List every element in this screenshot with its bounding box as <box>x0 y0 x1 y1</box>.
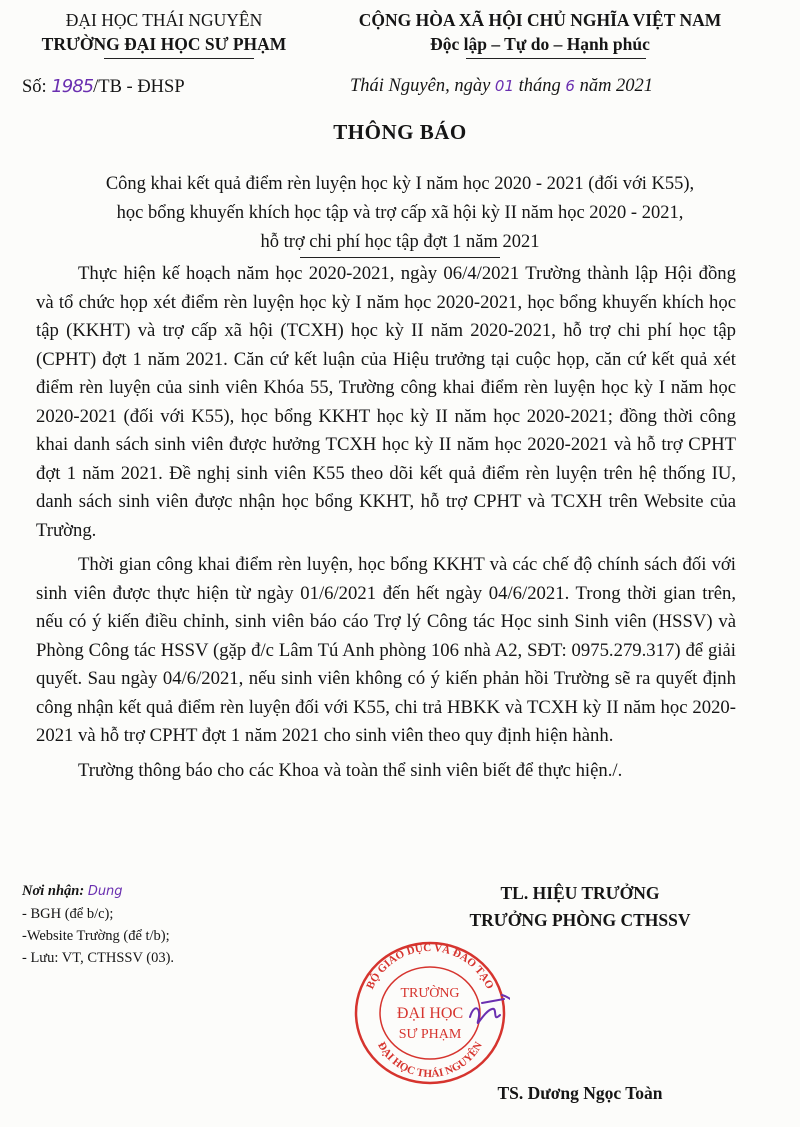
body-paragraph: Thời gian công khai điểm rèn luyện, học bổng KKHT và các chế độ chính sách đối với sinh viên được thực hiện từ ngày 01/6/2021 đến hết ngày 04/6/2021. Trong thời gian trên, nếu có ý kiến điều chỉnh, sinh viên báo cáo Trợ lý Công tác Học sinh Sinh viên (HSSV) và Phòng Công tác HSSV (gặp đ/c Lâm Tú Anh phòng 106 nhà A2, SĐT: 0975.279.317) để giải quyết. Sau ngày 04/6/2021, nếu sinh viên không có ý kiến phản hồi Trường sẽ ra quyết định công nhận kết quả điểm rèn luyện đối với K55, chi trả HBKK và TCXH kỳ II năm học 2020-2021 và hỗ trợ CPHT đợt 1 năm 2021 cho sinh viên theo quy định hiện hành. <box>36 554 736 746</box>
recipients-title: Nơi nhận: <box>22 883 85 899</box>
subtitle-line: Công khai kết quả điểm rèn luyện học kỳ I năm học 2020 - 2021 (đối với K55), <box>105 174 695 194</box>
header-right <box>320 8 760 57</box>
seal-center-line: SƯ PHẠM <box>398 1027 462 1042</box>
seal-ring-top: BỘ GIÁO DỤC VÀ ĐÀO TẠO <box>364 941 496 991</box>
signature-title: TL. HIỆU TRƯỞNG <box>500 883 660 903</box>
recipient-item: -Website Trường (để t/b); <box>22 928 170 944</box>
header-right-divider <box>466 58 646 59</box>
seal-ring-bottom: ĐẠI HỌC THÁI NGUYÊN <box>375 1040 485 1081</box>
body-paragraph: Thực hiện kế hoạch năm học 2020-2021, ngày 06/4/2021 Trường thành lập Hội đồng và tổ chức họp xét điểm rèn luyện học kỳ I năm học 2020-2021, học bổng khuyến khích học tập (KKHT) và trợ cấp xã hội (TCXH) học kỳ II năm 2020-2021, hỗ trợ chi phí học tập (CPHT) đợt 1 năm 2021. Căn cứ kết luận của Hiệu trưởng tại cuộc họp, căn cứ kết quả xét điểm rèn luyện của sinh viên Khóa 55, Trường công khai điểm rèn luyện học kỳ I năm học 2020-2021 (đối với K55), học bổng KKHT học kỳ II năm học 2020-2021; đồng thời công khai danh sách sinh viên được hưởng TCXH học kỳ II năm học 2020-2021 và hỗ trợ CPHT đợt 1 năm 2021. Đề nghị sinh viên K55 theo dõi kết quả điểm rèn luyện trên hệ thống IU, danh sách sinh viên được nhận học bổng KKHT, hỗ trợ CPHT và TCXH trên Website của Trường. <box>36 263 736 541</box>
document-body <box>36 260 736 791</box>
recipients-block <box>22 880 174 969</box>
official-seal <box>350 935 510 1085</box>
subtitle-divider <box>300 257 500 258</box>
seal-center-line: ĐẠI HỌC <box>396 1005 464 1022</box>
handwritten-initials: Dung <box>87 884 123 899</box>
document-title: THÔNG BÁO <box>333 120 467 144</box>
recipient-item: - Lưu: VT, CTHSSV (03). <box>22 950 175 966</box>
ministry-name: ĐẠI HỌC THÁI NGUYÊN <box>65 10 263 30</box>
document-number: Số: 1985/TB - ĐHSP <box>22 76 185 97</box>
signature-block <box>380 880 780 934</box>
body-paragraph: Trường thông báo cho các Khoa và toàn thể sinh viên biết để thực hiện./. <box>78 759 623 781</box>
signature-position: TRƯỞNG PHÒNG CTHSSV <box>469 910 691 930</box>
seal-center-line: TRƯỜNG <box>400 986 460 1001</box>
document-date: Thái Nguyên, ngày 01 tháng 6 năm 2021 <box>350 76 654 96</box>
handwritten-day: 01 <box>494 77 514 95</box>
header-left <box>24 8 304 56</box>
recipient-item: - BGH (để b/c); <box>22 906 114 922</box>
country-name: CỘNG HÒA XÃ HỘI CHỦ NGHĨA VIỆT NAM <box>358 10 722 30</box>
school-name: TRƯỜNG ĐẠI HỌC SƯ PHẠM <box>41 34 287 54</box>
document-subtitle <box>20 170 780 257</box>
signer-name: TS. Dương Ngọc Toàn <box>497 1083 663 1103</box>
motto: Độc lập – Tự do – Hạnh phúc <box>430 34 650 54</box>
subtitle-line: học bổng khuyến khích học tập và trợ cấp xã hội kỳ II năm học 2020 - 2021, <box>116 203 684 223</box>
handwritten-month: 6 <box>565 77 575 95</box>
subtitle-line: hỗ trợ chi phí học tập đợt 1 năm 2021 <box>260 232 540 252</box>
header-left-divider <box>104 58 254 59</box>
handwritten-number: 1985 <box>51 76 94 97</box>
